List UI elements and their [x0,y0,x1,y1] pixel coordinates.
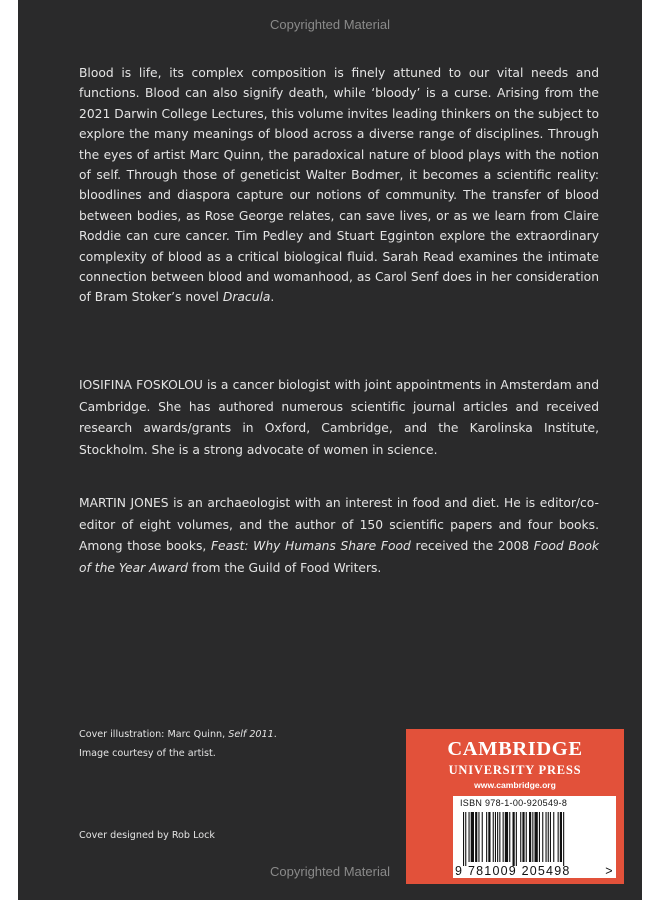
publisher-block [406,729,624,884]
barcode-bar [550,812,551,862]
barcode-bar [475,812,477,862]
ean-digits: 781009 205498 [468,864,571,878]
publisher-subtitle: UNIVERSITY PRESS [448,763,582,777]
author-bio-foskolou: IOSIFINA FOSKOLOU is a cancer biologist with joint appointments in Amsterdam and Cambridge. She has authored numerous scientific journal articles and received research awards/grants in Oxford, Cambridge, and the Karolinska Institute, Stockholm. She is a strong advocate of women in science. [79,378,599,457]
cover-illustration-credit [79,725,277,763]
bio-jones-part3: from the Guild of Food Writers. [187,560,382,575]
bio-jones-award: Food Book of the Year Award [79,539,599,575]
watermark-top: Copyrighted Material [270,17,390,32]
barcode-bar [469,812,470,862]
barcode-bar [520,812,521,862]
barcode-bar [560,812,562,862]
blurb-title-dracula: Dracula [222,290,271,305]
barcode-bar [558,812,559,862]
barcode-bar [563,812,564,866]
blurb-end: . [270,290,275,305]
barcode-bar [532,812,533,862]
barcode-bar [553,812,554,862]
bio-jones-part1: MARTIN JONES is an archaeologist with an interest in food and diet. He is editor/co-editor of eight volumes, and the author of 150 scientific papers and four books. Among those books, [79,496,599,553]
bio-jones-part2: received the 2008 [410,539,534,553]
ean-first-digit: 9 [455,864,463,878]
barcode-bar [497,812,498,862]
barcode-bar [505,812,508,862]
isbn-label: ISBN 978-1-00-920549-8 [460,798,568,808]
publisher-url: www.cambridge.org [474,780,556,790]
barcode-bar [546,812,547,862]
book-blurb [79,63,599,308]
author-bio-jones [79,493,599,579]
barcode-bar [486,812,487,862]
image-courtesy: Image courtesy of the artist. [79,748,216,759]
illustration-title: Self 2011 [228,729,274,740]
barcode-bar [516,812,517,866]
watermark-bottom: Copyrighted Material [270,864,390,879]
barcode-bar [463,812,464,866]
barcode-bar [499,812,500,862]
barcode-bar [539,812,540,862]
barcode-bar [495,812,496,862]
illustration-suffix: . [273,729,277,740]
barcode-icon [463,812,606,866]
barcode-bar [478,812,479,862]
barcode-bar [535,812,538,862]
blurb-text: Blood is life, its complex composition is finely attuned to our vital needs and functions. Blood can also signify death, while ‘bloody’ is a curse. Arising from the 2021 Darwin College Lectures, this volume invites leading thinkers on the subject to explore the many meanings of blood across a diverse range of disciplines. Through the eyes of artist Marc Quinn, the paradoxical nature of blood plays with the notion of self. Through those of geneticist Walter Bodmer, it becomes a scientific reality: bloodlines and diaspora capture our notions of community. The transfer of blood between bodies, as Rose George relates, can save lives, or as we learn from Claire Roddie can cure cancer. Tim Pedley and Stuart Egginton explore the extraordinary complexity of blood as a critical biological fluid. Sarah Read examines the intimate connection between blood and womanhood, as Carol Senf does in her consideration of Bram Stoker’s novel [79,66,599,305]
barcode-bar [471,812,474,862]
barcode-bar [548,812,549,862]
barcode-bar [509,812,510,862]
barcode-bar [482,812,483,862]
barcode-bar [522,812,524,862]
barcode-bar [493,812,494,862]
barcode-bar [488,812,490,862]
bio-jones-book-title: Feast: Why Humans Share Food [210,539,411,553]
barcode-bar [465,812,466,866]
illustration-prefix: Cover illustration: Marc Quinn, [79,729,229,740]
ean-arrow: > [605,864,613,878]
barcode-bar [526,812,527,862]
barcode-bar [542,812,543,862]
barcode-bar [513,812,515,866]
cover-design-credit: Cover designed by Rob Lock [79,830,215,841]
book-back-cover [18,0,642,900]
publisher-name: CAMBRIDGE [447,738,583,760]
barcode-bar [503,812,504,862]
barcode-bar [529,812,531,862]
